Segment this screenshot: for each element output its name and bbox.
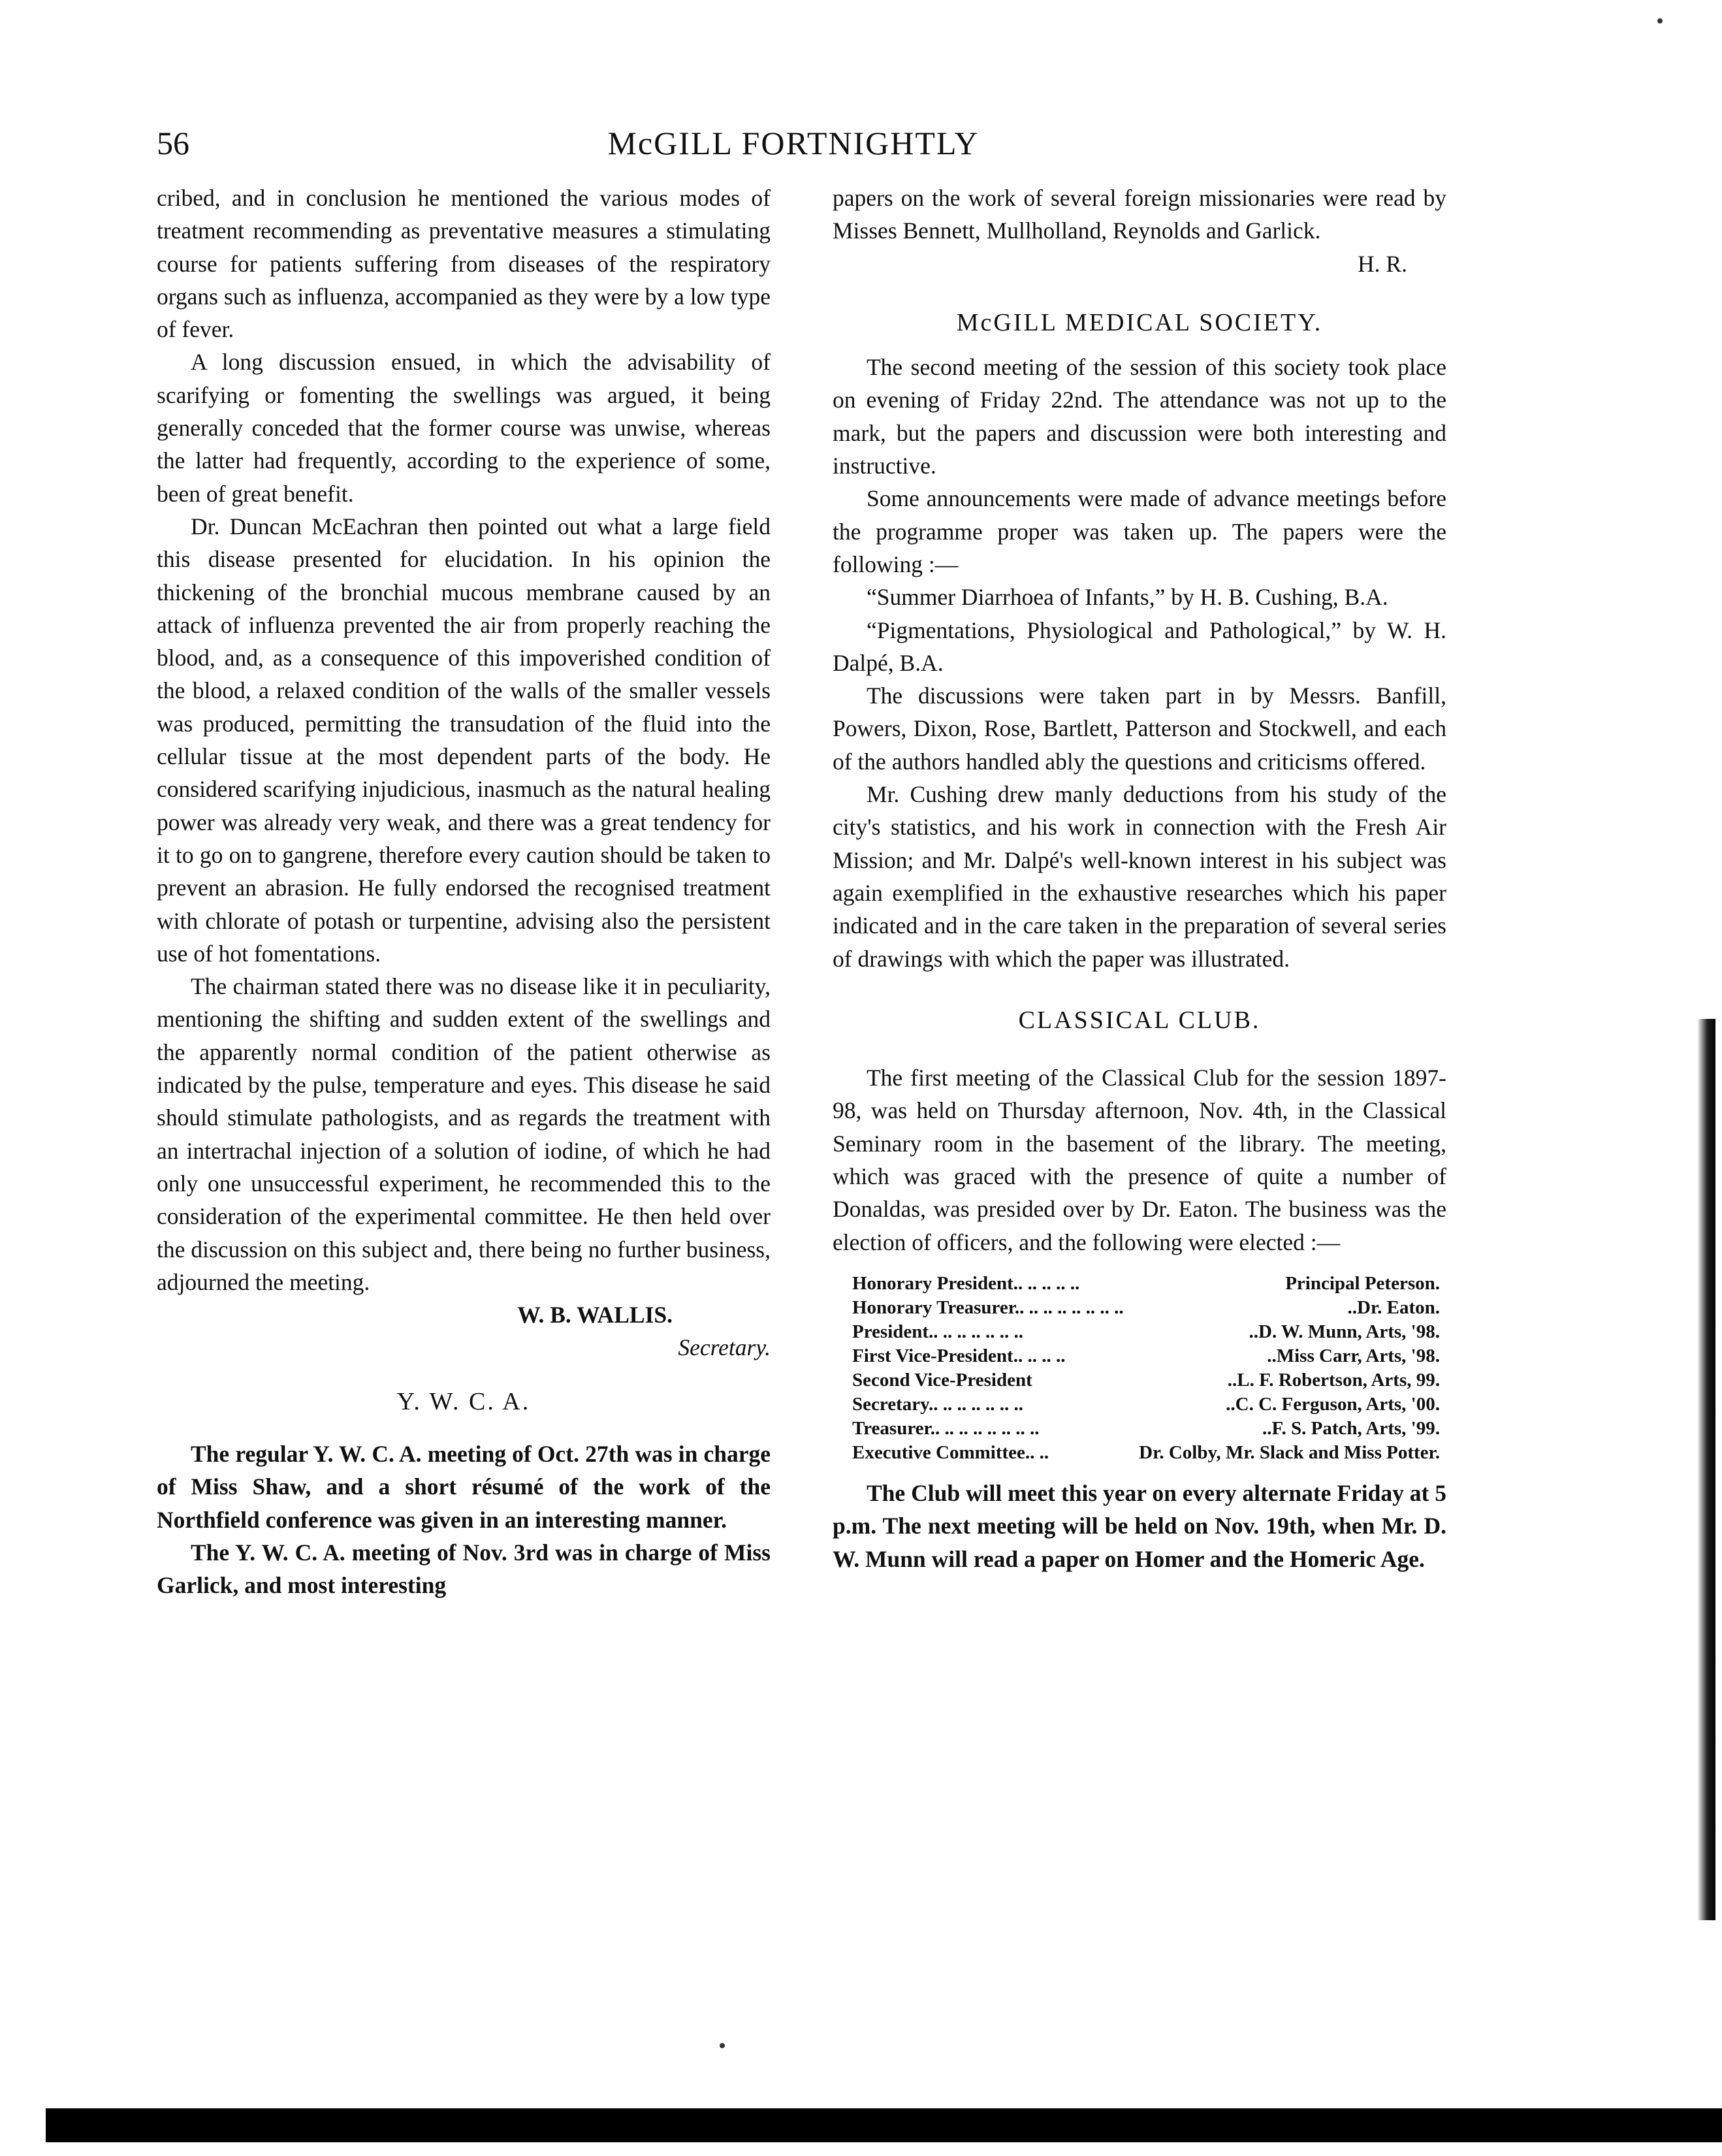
section-heading-ywca: Y. W. C. A.: [396, 1387, 531, 1415]
officer-name: ..Miss Carr, Arts, '98.: [1267, 1345, 1440, 1366]
running-title: McGILL FORTNIGHTLY: [607, 125, 980, 161]
officer-role: Secretary.. .. .. .. .. .. ..: [852, 1393, 1024, 1415]
table-row: [833, 1392, 1446, 1417]
page-number: 56: [157, 125, 189, 161]
table-row: [833, 1441, 1446, 1465]
officer-role: Honorary Treasurer.. .. .. .. .. .. .. ..: [852, 1296, 1124, 1318]
officer-name: Principal Peterson.: [1285, 1272, 1440, 1294]
paragraph: The regular Y. W. C. A. meeting of Oct. 27th was in charge of Miss Shaw, and a short résumé of the work of the Northfield conference was given in an interesting manner.: [157, 1440, 771, 1533]
table-row: [833, 1272, 1446, 1296]
table-row: [833, 1344, 1446, 1368]
officer-role: Executive Committee.. ..: [852, 1441, 1049, 1463]
paragraph: “Pigmentations, Physiological and Pathological,” by W. H. Dalpé, B.A.: [833, 617, 1446, 676]
section-heading-classical-club: CLASSICAL CLUB.: [1018, 1006, 1261, 1034]
paragraph: The first meeting of the Classical Club for the session 1897-98, was held on Thursday afternoon, Nov. 4th, in the Classical Seminary room in the basement of the library. The meeting, which was graced with the presence of quite a number of Donaldas, was presided over by Dr. Eaton. The business was the election of officers, and the following were elected :—: [833, 1065, 1446, 1255]
paragraph: The discussions were taken part in by Messrs. Banfill, Powers, Dixon, Rose, Bartlett, Patterson and Stockwell, and each of the authors handled ably the questions and criticisms offered.: [833, 683, 1446, 775]
officer-role: Treasurer.. .. .. .. .. .. .. ..: [852, 1417, 1040, 1439]
officer-role: President.. .. .. .. .. .. ..: [852, 1321, 1024, 1342]
paragraph: Dr. Duncan McEachran then pointed out what a large field this disease presented for elucidation. In his opinion the thickening of the bronchial mucous membrane caused by an attack of influenza prevented the air from properly reaching the blood, and, as a consequence of this impoverished condition of the blood, a relaxed condition of the walls of the smaller vessels was produced, permitting the transudation of the fluid into the cellular tissue at the most dependent parts of the body. He considered scarifying injudicious, inasmuch as the natural healing power was already very weak, and there was a great tendency for it to go on to gangrene, therefore every caution should be taken to prevent an abrasion. He fully endorsed the recognised treatment with chlorate of potash or turpentine, advising also the persistent use of hot fomentations.: [157, 513, 771, 967]
scan-bottom-border: [46, 2108, 1722, 2142]
page-header: [157, 124, 1430, 170]
signature-title: Secretary.: [678, 1334, 771, 1361]
paragraph: Mr. Cushing drew manly deductions from his study of the city's statistics, and his work in connection with the Fresh Air Mission; and Mr. Dalpé's well-known interest in his subject was again exemplified in the exhaustive researches which his paper indicated and in the care taken in the preparation of several series of drawings with which the paper was illustrated.: [833, 781, 1446, 972]
table-row: [833, 1368, 1446, 1392]
officer-role: First Vice-President.. .. .. ..: [852, 1345, 1066, 1366]
paragraph: A long discussion ensued, in which the advisability of scarifying or fomenting the swellings was argued, it being generally conceded that the former course was unwise, whereas the latter had frequently, according to the experience of some, been of great benefit.: [157, 349, 771, 507]
paragraph: cribed, and in conclusion he mentioned the various modes of treatment recommending as preventative measures a stimulating course for patients suffering from diseases of the respiratory organs such as influenza, accompanied as they were by a low type of fever.: [157, 185, 771, 343]
speck: [720, 2043, 725, 2048]
officer-name: ..L. F. Robertson, Arts, 99.: [1227, 1369, 1440, 1391]
paragraph: “Summer Diarrhoea of Infants,” by H. B. Cushing, B.A.: [867, 584, 1388, 611]
officer-role: Honorary President.. .. .. .. ..: [852, 1272, 1080, 1294]
scan-edge-shadow: [1697, 1019, 1715, 1920]
paragraph: The second meeting of the session of this society took place on evening of Friday 22nd. The attendance was not up to the mark, but the papers and discussion were both interesting and instructive.: [833, 354, 1446, 479]
section-heading-medical-society: McGILL MEDICAL SOCIETY.: [956, 308, 1323, 336]
table-row: [833, 1296, 1446, 1320]
left-column: [157, 182, 771, 1601]
paragraph: The Y. W. C. A. meeting of Nov. 3rd was in charge of Miss Garlick, and most interesting: [157, 1539, 771, 1599]
right-column: [833, 182, 1446, 1575]
paragraph: The Club will meet this year on every alternate Friday at 5 p.m. The next meeting will be held on Nov. 19th, when Mr. D. W. Munn will read a paper on Homer and the Homeric Age.: [833, 1479, 1446, 1572]
signature-block: [157, 1298, 771, 1364]
officer-name: ..F. S. Patch, Arts, '99.: [1262, 1417, 1440, 1439]
paragraph: papers on the work of several foreign missionaries were read by Misses Bennett, Mullholland, Reynolds and Garlick.: [833, 185, 1446, 244]
table-row: [833, 1417, 1446, 1441]
initials: H. R.: [1358, 250, 1407, 277]
officer-name: Dr. Colby, Mr. Slack and Miss Potter.: [1139, 1441, 1440, 1463]
paragraph: Some announcements were made of advance meetings before the programme proper was taken up. The papers were the following :—: [833, 485, 1446, 577]
officer-name: ..Dr. Eaton.: [1347, 1296, 1440, 1318]
officer-name: ..C. C. Ferguson, Arts, '00.: [1226, 1393, 1440, 1415]
officer-role: Second Vice-President: [852, 1369, 1032, 1391]
signature-name: W. B. WALLIS.: [517, 1302, 673, 1328]
officer-name: ..D. W. Munn, Arts, '98.: [1249, 1321, 1440, 1342]
speck: [1657, 18, 1663, 24]
paragraph: The chairman stated there was no disease like it in peculiarity, mentioning the shifting and sudden extent of the swellings and the apparently normal condition of the patient otherwise as indicated by the pulse, temperature and eyes. This disease he said should stimulate pathologists, and as regards the treatment with an intertrachal injection of a solution of iodine, of which he had only one unsuccessful experiment, he recommended this to the consideration of the experimental committee. He then held over the discussion on this subject and, there being no further business, adjourned the meeting.: [157, 973, 771, 1295]
officers-table: [833, 1272, 1446, 1465]
table-row: [833, 1320, 1446, 1344]
